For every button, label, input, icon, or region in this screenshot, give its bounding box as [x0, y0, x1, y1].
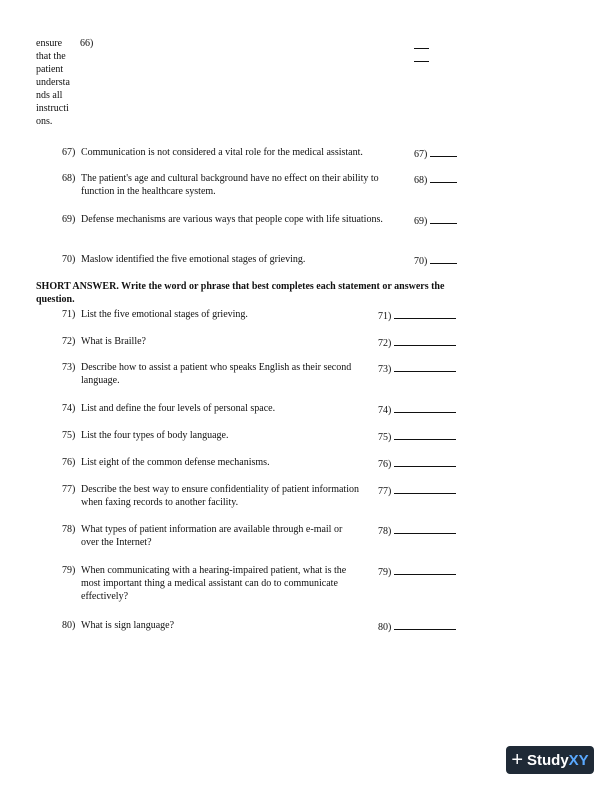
answer-67[interactable]: 67) — [414, 146, 457, 161]
answer-blank[interactable] — [430, 172, 457, 183]
answer-blank[interactable] — [394, 483, 456, 494]
question-79: 79) When communicating with a hearing-impaired patient, what is the most important thing a medical assistant can do to communicate effectively? — [62, 565, 347, 602]
answer-69[interactable]: 69) — [414, 213, 457, 228]
question-75: 75) List the four types of body language. — [62, 430, 229, 441]
answer-blank[interactable] — [430, 146, 457, 157]
question-77: 77) Describe the best way to ensure confidentiality of patient information when faxing records to another facility. — [62, 484, 359, 508]
question-69: 69) Defense mechanisms are various ways that people cope with life situations. — [62, 214, 383, 225]
answer-blank[interactable] — [394, 564, 456, 575]
answer-blank[interactable] — [394, 361, 456, 372]
answer-73[interactable]: 73) — [378, 361, 456, 376]
question-73: 73) Describe how to assist a patient who speaks English as their second language. — [62, 362, 352, 386]
answer-blank[interactable] — [394, 456, 456, 467]
answer-blank[interactable] — [430, 253, 457, 264]
question-number-66: 66) — [80, 38, 94, 49]
answer-71[interactable]: 71) — [378, 308, 456, 323]
answer-72[interactable]: 72) — [378, 335, 456, 350]
answer-76[interactable]: 76) — [378, 456, 456, 471]
answer-68[interactable]: 68) — [414, 172, 457, 187]
answer-blank[interactable] — [394, 308, 456, 319]
section-heading: SHORT ANSWER. Write the word or phrase that best completes each statement or answers the question. — [36, 281, 445, 305]
fragment-text: ensure that the patient understa nds all instructi ons. — [36, 38, 70, 127]
question-72: 72) What is Braille? — [62, 336, 146, 347]
answer-blank[interactable] — [394, 402, 456, 413]
answer-77[interactable]: 77) — [378, 483, 456, 498]
question-74: 74) List and define the four levels of personal space. — [62, 403, 276, 414]
answer-75[interactable]: 75) — [378, 429, 456, 444]
answer-80[interactable]: 80) — [378, 619, 456, 634]
plus-icon: + — [511, 749, 523, 771]
answer-78[interactable]: 78) — [378, 523, 456, 538]
question-70: 70) Maslow identified the five emotional stages of grieving. — [62, 254, 306, 265]
answer-blank[interactable] — [394, 429, 456, 440]
answer-70[interactable]: 70) — [414, 253, 457, 268]
studyxy-logo[interactable]: + Study XY — [506, 746, 594, 774]
question-67: 67) Communication is not considered a vital role for the medical assistant. — [62, 147, 363, 158]
answer-blank[interactable] — [430, 213, 457, 224]
answer-blank-66a[interactable] — [414, 48, 429, 49]
question-68: 68) The patient's age and cultural background have no effect on their ability to function in the healthcare system. — [62, 173, 379, 197]
answer-blank[interactable] — [394, 523, 456, 534]
answer-blank[interactable] — [394, 335, 456, 346]
answer-blank[interactable] — [394, 619, 456, 630]
question-78: 78) What types of patient information are available through e-mail or over the Internet? — [62, 524, 343, 548]
answer-74[interactable]: 74) — [378, 402, 456, 417]
answer-79[interactable]: 79) — [378, 564, 456, 579]
question-80: 80) What is sign language? — [62, 620, 175, 631]
answer-blank-66b[interactable] — [414, 61, 429, 62]
question-71: 71) List the five emotional stages of grieving. — [62, 309, 248, 320]
question-76: 76) List eight of the common defense mechanisms. — [62, 457, 270, 468]
